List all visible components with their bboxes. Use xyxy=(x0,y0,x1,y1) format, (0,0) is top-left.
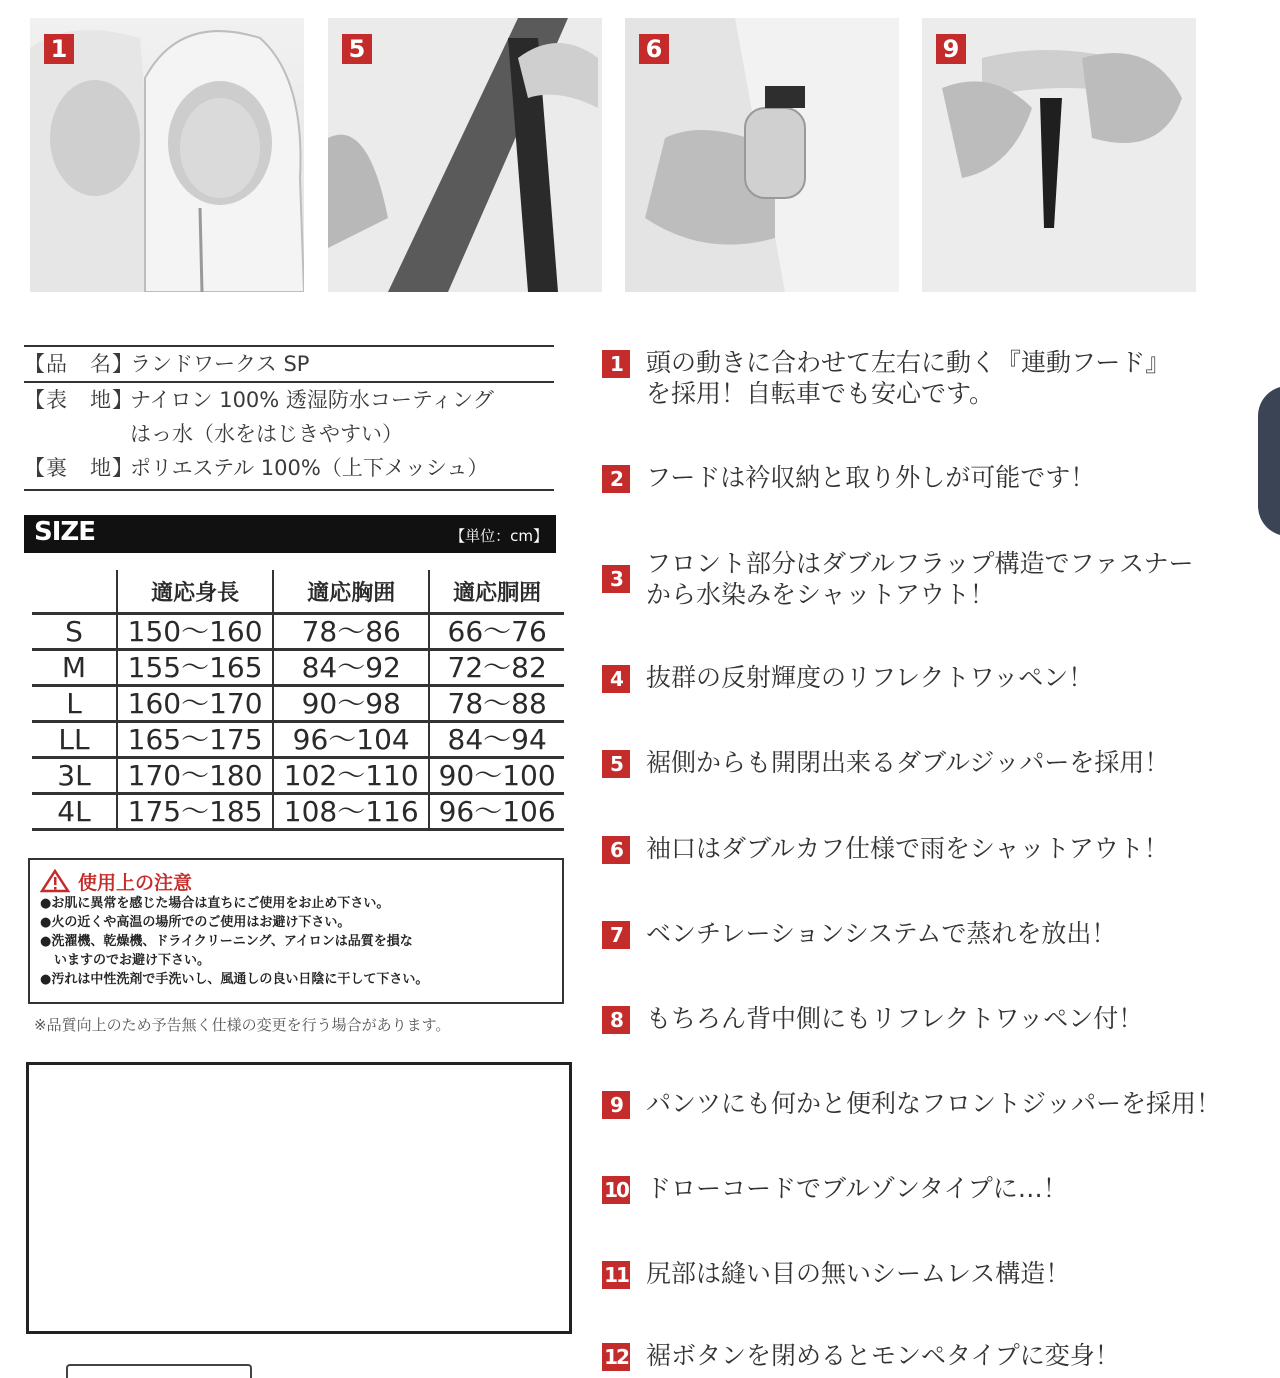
height-cell: 170～180 xyxy=(117,758,273,794)
feature-line: を採用！自転車でも安心です。 xyxy=(646,379,995,408)
photo-number-badge: 9 xyxy=(936,34,966,64)
feature-line: から水染みをシャットアウト！ xyxy=(646,580,995,609)
feature-text xyxy=(646,1173,1068,1204)
feature-line: もちろん背中側にもリフレクトワッペン付！ xyxy=(646,1004,1144,1033)
height-cell: 155～165 xyxy=(117,650,273,686)
feature-number-badge: 12 xyxy=(602,1343,630,1371)
list-item xyxy=(602,1088,1221,1119)
feature-number-badge: 3 xyxy=(602,565,630,593)
feature-line: 頭の動きに合わせて左右に動く『連動フード』 xyxy=(646,348,1171,377)
spec-label: 【裏 地】 xyxy=(24,456,134,480)
waist-cell: 90～100 xyxy=(429,758,564,794)
waist-cell: 84～94 xyxy=(429,722,564,758)
photo-hood xyxy=(30,18,304,292)
list-item xyxy=(602,347,1170,409)
feature-number-badge: 10 xyxy=(602,1176,630,1204)
feature-number-badge: 7 xyxy=(602,921,630,949)
spec-label: 【品 名】 xyxy=(24,352,134,376)
table-row xyxy=(32,650,564,686)
chest-cell: 84～92 xyxy=(273,650,429,686)
height-cell: 165～175 xyxy=(117,722,273,758)
feature-text xyxy=(646,833,1169,864)
caution-line: ●洗濯機、乾燥機、ドライクリーニング、アイロンは品質を損な xyxy=(40,934,413,949)
feature-text xyxy=(646,747,1169,778)
photo-number-badge: 5 xyxy=(342,34,372,64)
spec-value: ランドワークス SP xyxy=(130,352,310,376)
height-cell: 160～170 xyxy=(117,686,273,722)
table-row xyxy=(32,794,564,830)
feature-line: ベンチレーションシステムで蒸れを放出！ xyxy=(646,919,1117,948)
feature-number-badge: 5 xyxy=(602,750,630,778)
table-row xyxy=(32,722,564,758)
feature-number-badge: 9 xyxy=(602,1091,630,1119)
chest-cell: 96～104 xyxy=(273,722,429,758)
chest-cell: 90～98 xyxy=(273,686,429,722)
spec-row-lining xyxy=(24,451,554,485)
chest-cell: 102～110 xyxy=(273,758,429,794)
waist-cell: 66～76 xyxy=(429,614,564,650)
feature-text xyxy=(646,1003,1143,1034)
size-table-header xyxy=(32,570,564,614)
photo-pants-zipper xyxy=(922,18,1196,292)
table-row xyxy=(32,686,564,722)
product-spec xyxy=(24,345,554,491)
feature-line: フロント部分はダブルフラップ構造でファスナー xyxy=(646,549,1194,578)
caution-box xyxy=(28,858,564,1004)
caution-line: いますのでお避け下さい。 xyxy=(54,953,211,968)
waist-cell: 96～106 xyxy=(429,794,564,830)
size-unit: 【単位：cm】 xyxy=(450,527,548,545)
feature-text xyxy=(646,462,1095,493)
spec-label: 【表 地】 xyxy=(24,388,134,412)
waist-cell: 72～82 xyxy=(429,650,564,686)
caution-title: 使用上の注意 xyxy=(78,871,193,894)
feature-text xyxy=(646,1340,1120,1371)
feature-line: パンツにも何かと便利なフロントジッパーを採用！ xyxy=(646,1089,1222,1118)
feature-line: 裾側からも開閉出来るダブルジッパーを採用！ xyxy=(646,748,1170,777)
feature-line: ドローコードでブルゾンタイプに…！ xyxy=(646,1174,1068,1203)
size-header-bar xyxy=(24,515,556,553)
spec-row-name xyxy=(24,347,554,381)
spec-change-note: ※品質向上のため予告無く仕様の変更を行う場合があります。 xyxy=(34,1016,451,1034)
feature-text xyxy=(646,662,1093,693)
size-cell: 4L xyxy=(32,794,117,830)
height-cell: 150～160 xyxy=(117,614,273,650)
list-item xyxy=(602,1340,1120,1371)
chest-cell: 78～86 xyxy=(273,614,429,650)
list-item xyxy=(602,747,1169,778)
caution-line: ●お肌に異常を感じた場合は直ちにご使用をお止め下さい。 xyxy=(40,896,390,911)
chest-cell: 108～116 xyxy=(273,794,429,830)
feature-number-badge: 8 xyxy=(602,1006,630,1034)
list-item xyxy=(602,1003,1143,1034)
size-header-cell xyxy=(32,570,117,614)
size-cell: M xyxy=(32,650,117,686)
feature-number-badge: 6 xyxy=(602,836,630,864)
height-cell: 175～185 xyxy=(117,794,273,830)
feature-number-badge: 2 xyxy=(602,465,630,493)
size-header-cell: 適応身長 xyxy=(117,570,273,614)
list-item xyxy=(602,548,1194,610)
bottom-tab xyxy=(66,1364,252,1378)
size-cell: 3L xyxy=(32,758,117,794)
feature-line: 裾ボタンを閉めるとモンペタイプに変身！ xyxy=(646,1341,1120,1370)
garment-edge-decoration xyxy=(1258,386,1280,536)
spec-value-continued: はっ水（水をはじきやすい） xyxy=(130,422,403,446)
photo-number-badge: 1 xyxy=(44,34,74,64)
spec-row-outer-fabric xyxy=(24,383,554,417)
size-title: SIZE xyxy=(34,517,96,547)
list-item xyxy=(602,1173,1068,1204)
feature-text xyxy=(646,347,1170,409)
list-item xyxy=(602,918,1116,949)
size-table xyxy=(32,570,564,831)
list-item xyxy=(602,662,1093,693)
feature-text xyxy=(646,1088,1221,1119)
spec-value: ポリエステル 100%（上下メッシュ） xyxy=(130,456,489,480)
caution-header xyxy=(40,868,552,894)
feature-text xyxy=(646,918,1116,949)
feature-line: フードは衿収納と取り外しが可能です！ xyxy=(646,463,1096,492)
blank-panel xyxy=(26,1062,572,1334)
photo-number-badge: 6 xyxy=(639,34,669,64)
feature-line: 袖口はダブルカフ仕様で雨をシャットアウト！ xyxy=(646,834,1169,863)
size-cell: LL xyxy=(32,722,117,758)
list-item xyxy=(602,462,1095,493)
table-row xyxy=(32,614,564,650)
feature-text xyxy=(646,1258,1070,1289)
size-header-cell: 適応胴囲 xyxy=(429,570,564,614)
size-cell: L xyxy=(32,686,117,722)
caution-line: ●汚れは中性洗剤で手洗いし、風通しの良い日陰に干して下さい。 xyxy=(40,972,429,987)
size-cell: S xyxy=(32,614,117,650)
size-header-cell: 適応胸囲 xyxy=(273,570,429,614)
spec-value: ナイロン 100% 透湿防水コーティング xyxy=(130,388,494,412)
photo-double-cuff xyxy=(625,18,899,292)
feature-number-badge: 4 xyxy=(602,665,630,693)
warning-triangle-icon xyxy=(40,869,70,893)
list-item xyxy=(602,1258,1070,1289)
waist-cell: 78～88 xyxy=(429,686,564,722)
photo-double-zipper xyxy=(328,18,602,292)
feature-text xyxy=(646,548,1194,610)
table-row xyxy=(32,758,564,794)
list-item xyxy=(602,833,1169,864)
feature-line: 抜群の反射輝度のリフレクトワッペン！ xyxy=(646,663,1094,692)
feature-line: 尻部は縫い目の無いシームレス構造！ xyxy=(646,1259,1071,1288)
caution-line: ●火の近くや高温の場所でのご使用はお避け下さい。 xyxy=(40,915,351,930)
feature-number-badge: 11 xyxy=(602,1261,630,1289)
feature-number-badge: 1 xyxy=(602,350,630,378)
